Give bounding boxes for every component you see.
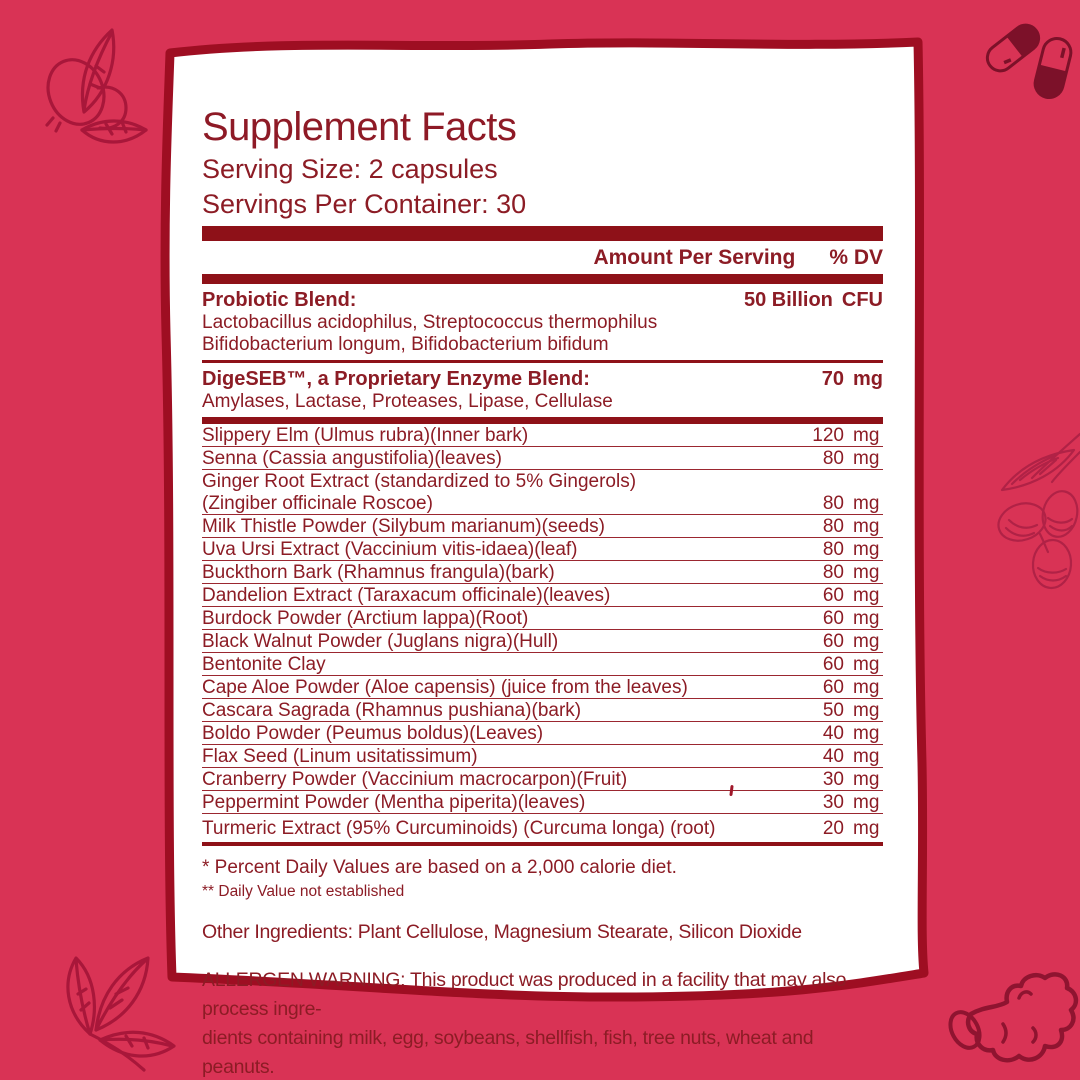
- ingredient-row: [202, 561, 883, 584]
- ingredient-row: [202, 722, 883, 745]
- ingredient-row: [202, 699, 883, 722]
- capsules-icon: [960, 6, 1080, 136]
- ingredient-amount: 80 mg: [822, 493, 880, 514]
- ingredient-amount: 20 mg: [822, 818, 880, 839]
- ingredient-amount: 80 mg: [822, 516, 880, 537]
- ingredient-amount: 60 mg: [822, 608, 880, 629]
- ingredient-row: [202, 630, 883, 653]
- ingredient-amount: 30 mg: [822, 769, 880, 790]
- ingredient-name: Cape Aloe Powder (Aloe capensis) (juice from the leaves): [202, 677, 688, 698]
- ingredient-table: [202, 424, 883, 842]
- ingredient-name: Uva Ursi Extract (Vaccinium vitis-idaea)(leaf): [202, 539, 578, 560]
- ingredient-name: Cranberry Powder (Vaccinium macrocarpon)(Fruit): [202, 769, 628, 790]
- ingredient-name: Boldo Powder (Peumus boldus)(Leaves): [202, 723, 544, 744]
- allergen-warning: ALLERGEN WARNING: This product was produced in a facility that may also process ingre- dients containing milk, egg, soybeans, shellfish, fish, tree nuts, wheat and peanuts.: [202, 969, 847, 1078]
- supplement-facts-label: [150, 33, 940, 1078]
- footnote-daily-values: * Percent Daily Values are based on a 2,000 calorie diet.: [202, 857, 677, 878]
- blend-detail: Amylases, Lactase, Proteases, Lipase, Cellulase: [202, 391, 613, 412]
- ingredient-amount: 60 mg: [822, 677, 880, 698]
- ingredient-name: Milk Thistle Powder (Silybum marianum)(seeds): [202, 516, 605, 537]
- ingredient-name: Buckthorn Bark (Rhamnus frangula)(bark): [202, 562, 555, 583]
- divider-bar-section: [202, 417, 883, 424]
- other-ingredients: Other Ingredients: Plant Cellulose, Magnesium Stearate, Silicon Dioxide: [202, 921, 802, 943]
- ingredient-amount: 80 mg: [822, 562, 880, 583]
- divider-bar-top: [202, 226, 883, 241]
- ingredient-amount: 80 mg: [822, 539, 880, 560]
- ingredient-amount: 120 mg: [812, 425, 880, 446]
- blend-name: Probiotic Blend:: [202, 289, 357, 311]
- ingredient-row: [202, 538, 883, 561]
- ingredient-name: Bentonite Clay: [202, 654, 326, 675]
- ginger-icon: [945, 968, 1080, 1080]
- blend-detail: Lactobacillus acidophilus, Streptococcus thermophilus: [202, 312, 658, 333]
- ingredient-name: Turmeric Extract (95% Curcuminoids) (Curcuma longa) (root): [202, 818, 716, 839]
- ingredient-row: [202, 676, 883, 699]
- ingredient-amount: 40 mg: [822, 746, 880, 767]
- page-title: Supplement Facts: [202, 105, 517, 149]
- ingredient-row: [202, 470, 883, 515]
- ingredient-name: Slippery Elm (Ulmus rubra)(Inner bark): [202, 425, 529, 446]
- serving-size: Serving Size: 2 capsules: [202, 154, 498, 184]
- footnote-dv-not-established: ** Daily Value not established: [202, 883, 405, 900]
- enzyme-blend-section: [202, 363, 883, 417]
- ingredient-name: Ginger Root Extract (standardized to 5% Gingerols) (Zingiber officinale Roscoe): [202, 471, 637, 514]
- amount-per-serving-header: Amount Per Serving: [593, 246, 796, 269]
- ingredient-row: [202, 745, 883, 768]
- ingredient-name: Burdock Powder (Arctium lappa)(Root): [202, 608, 529, 629]
- olive-branch-icon: [996, 430, 1080, 600]
- label-content: [150, 33, 940, 1078]
- ingredient-name: Senna (Cassia angustifolia)(leaves): [202, 448, 502, 469]
- ingredient-amount: 60 mg: [822, 654, 880, 675]
- berries-icon: [26, 26, 161, 161]
- ingredient-amount: 60 mg: [822, 631, 880, 652]
- ingredient-row: [202, 768, 883, 791]
- ingredient-row: [202, 424, 883, 447]
- percent-dv-header: % DV: [829, 246, 883, 269]
- blend-name: DigeSEB™, a Proprietary Enzyme Blend:: [202, 368, 590, 390]
- ingredient-name: Black Walnut Powder (Juglans nigra)(Hull): [202, 631, 559, 652]
- ingredient-name: Flax Seed (Linum usitatissimum): [202, 746, 478, 767]
- ingredient-row: [202, 653, 883, 676]
- ingredient-row: [202, 584, 883, 607]
- ingredient-amount: 50 mg: [822, 700, 880, 721]
- ingredient-amount: 30 mg: [822, 792, 880, 813]
- ingredient-name: Cascara Sagrada (Rhamnus pushiana)(bark): [202, 700, 582, 721]
- ingredient-amount: 40 mg: [822, 723, 880, 744]
- divider-bar-bottom: [202, 842, 883, 846]
- ingredient-row: [202, 515, 883, 538]
- ingredient-row: [202, 607, 883, 630]
- blend-detail: Bifidobacterium longum, Bifidobacterium bifidum: [202, 334, 609, 355]
- ingredient-amount: 60 mg: [822, 585, 880, 606]
- ingredient-name: Peppermint Powder (Mentha piperita)(leaves): [202, 792, 586, 813]
- divider-bar-header: [202, 274, 883, 284]
- ingredient-row: [202, 814, 883, 842]
- servings-per-container: Servings Per Container: 30: [202, 189, 527, 219]
- ingredient-amount: 80 mg: [822, 448, 880, 469]
- blend-amount: 70 mg: [821, 368, 883, 390]
- ingredient-row: [202, 447, 883, 470]
- blend-amount: 50 Billion CFU: [743, 289, 883, 311]
- ingredient-name: Dandelion Extract (Taraxacum officinale)(leaves): [202, 585, 611, 606]
- probiotic-blend-section: [202, 284, 883, 360]
- ingredient-row: [202, 791, 883, 814]
- facts-header-row: [202, 241, 883, 274]
